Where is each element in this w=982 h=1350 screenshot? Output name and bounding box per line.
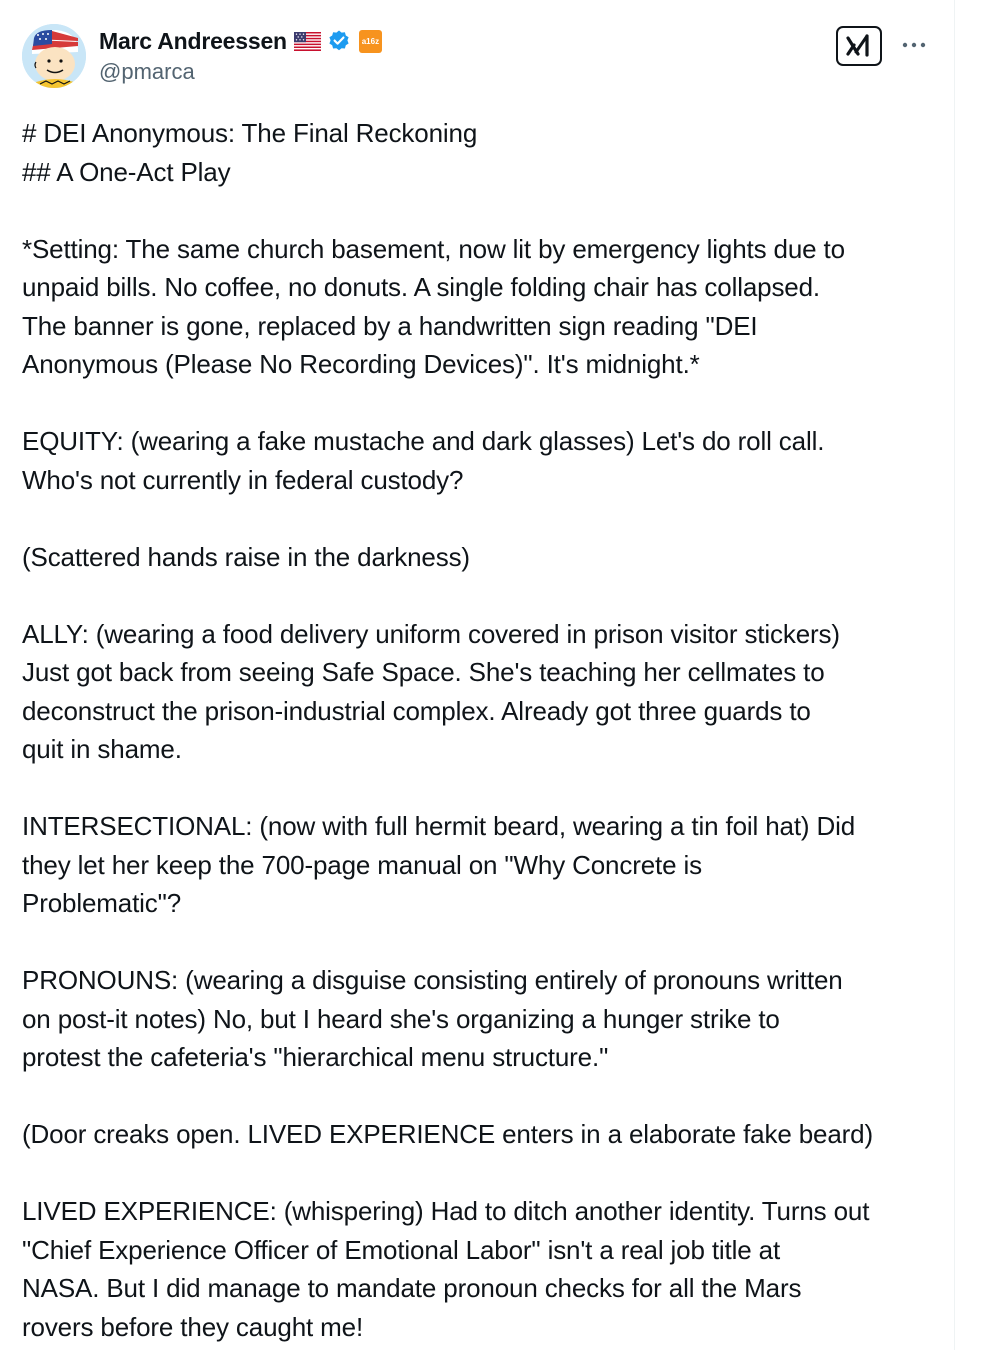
tweet-text-line: (Scattered hands raise in the darkness) xyxy=(22,541,470,572)
tweet-text xyxy=(22,114,934,1346)
more-icon xyxy=(902,41,926,49)
tweet-text-line: protest the cafeteria's "hierarchical menu structure." xyxy=(22,1042,609,1072)
tweet-text-line: NASA. But I did manage to mandate pronoun checks for all the Mars xyxy=(22,1273,802,1303)
tweet-text-line: on post-it notes) No, but I heard she's organizing a hunger strike to xyxy=(22,1003,780,1034)
avatar-image xyxy=(22,24,86,88)
grok-button[interactable] xyxy=(836,26,882,66)
tweet-text-line: Anonymous (Please No Recording Devices)". It's midnight.* xyxy=(22,349,700,379)
more-button[interactable] xyxy=(896,30,932,60)
paragraph-spacer xyxy=(22,191,934,230)
timeline-divider xyxy=(954,0,955,1350)
paragraph-spacer xyxy=(22,769,934,808)
tweet-text-line: The banner is gone, replaced by a handwritten sign reading "DEI xyxy=(22,310,758,341)
tweet-header xyxy=(22,24,932,90)
tweet-text-line: (Door creaks open. LIVED EXPERIENCE enters in a elaborate fake beard) xyxy=(22,1119,873,1149)
author-name-row xyxy=(99,26,382,56)
tweet-text-line: unpaid bills. No coffee, no donuts. A single folding chair has collapsed. xyxy=(22,272,820,302)
paragraph-spacer xyxy=(22,923,934,962)
paragraph-spacer xyxy=(22,499,934,538)
author-display-name[interactable]: Marc Andreessen xyxy=(99,27,287,54)
tweet-text-line: LIVED EXPERIENCE: (whispering) Had to ditch another identity. Turns out xyxy=(22,1196,870,1226)
tweet-text-line: quit in shame. xyxy=(22,734,182,764)
paragraph-spacer xyxy=(22,576,934,615)
verified-icon[interactable] xyxy=(327,29,351,53)
tweet-text-line: PRONOUNS: (wearing a disguise consisting entirely of pronouns written xyxy=(22,965,843,995)
grok-icon xyxy=(845,33,873,59)
paragraph-spacer xyxy=(22,384,934,423)
tweet-text-line: ## A One-Act Play xyxy=(22,156,231,187)
tweet-text-line: "Chief Experience Officer of Emotional Labor" isn't a real job title at xyxy=(22,1234,781,1265)
tweet-text-line: # DEI Anonymous: The Final Reckoning xyxy=(22,118,478,148)
tweet-text-line: EQUITY: (wearing a fake mustache and dark glasses) Let's do roll call. xyxy=(22,426,825,456)
tweet-text-line: deconstruct the prison-industrial complex. Already got three guards to xyxy=(22,695,811,726)
tweet-text-line: Problematic"? xyxy=(22,888,182,918)
tweet-text-line: Just got back from seeing Safe Space. She's teaching her cellmates to xyxy=(22,657,825,687)
paragraph-spacer xyxy=(22,1154,934,1193)
avatar[interactable] xyxy=(22,24,86,88)
tweet-text-line: Who's not currently in federal custody? xyxy=(22,464,464,495)
tweet-text-line: they let her keep the 700-page manual on "Why Concrete is xyxy=(22,849,702,880)
tweet-text-line: *Setting: The same church basement, now lit by emergency lights due to xyxy=(22,233,845,264)
author-handle[interactable]: @pmarca xyxy=(99,59,195,84)
author-info xyxy=(99,26,382,85)
us-flag-icon xyxy=(294,32,321,51)
tweet-text-line: rovers before they caught me! xyxy=(22,1311,364,1342)
tweet-text-line: ALLY: (wearing a food delivery uniform covered in prison visitor stickers) xyxy=(22,618,840,649)
affiliate-badge-icon[interactable]: a16z xyxy=(359,30,382,53)
paragraph-spacer xyxy=(22,1077,934,1116)
tweet-text-line: INTERSECTIONAL: (now with full hermit beard, wearing a tin foil hat) Did xyxy=(22,811,856,841)
